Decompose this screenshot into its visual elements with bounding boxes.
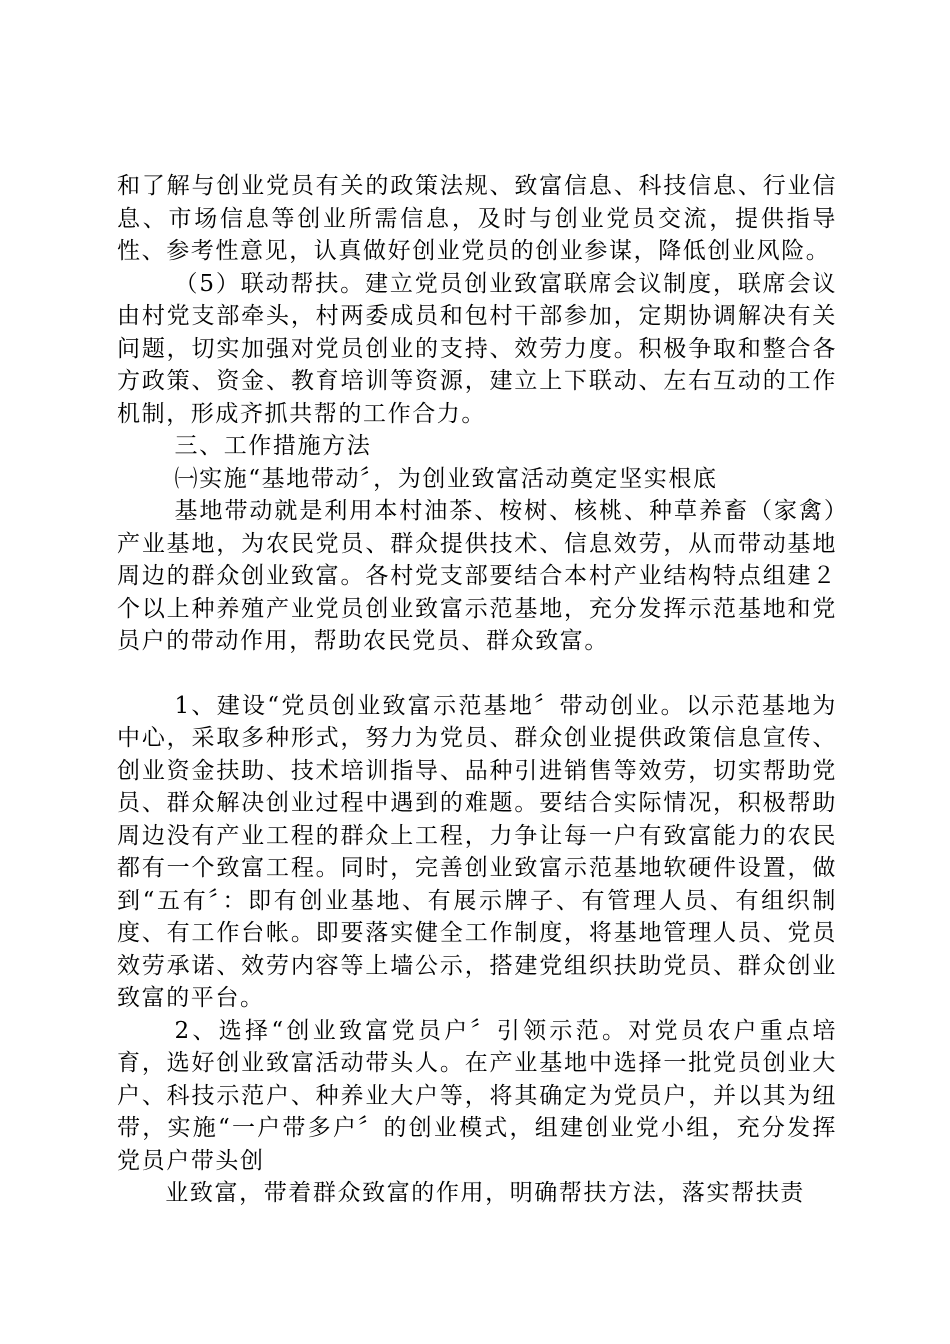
document-page [117, 170, 837, 1210]
paragraph-base-driven: 基地带动就是利用本村油茶、桉树、核桃、种草养畜（家禽）产业基地，为农民党员、群众提供技术、信息效劳，从而带动基地周边的群众创业致富。各村党支部要结合本村产业结构特点组建２个以上种养殖产业党员创业致富示范基地，充分发挥示范基地和党员户的带动作用，帮助农民党员、群众致富。 [117, 498, 837, 654]
paragraph-demo-base: 1、建设“党员创业致富示范基地〞带动创业。以示范基地为中心，采取多种形式，努力为党员、群众创业提供政策信息宣传、创业资金扶助、技术培训指导、品种引进销售等效劳，切实帮助党员、群众解决创业过程中遇到的难题。要结合实际情况，积极帮助周边没有产业工程的群众上工程，力争让每一户有致富能力的农民都有一个致富工程。同时，完善创业致富示范基地软硬件设置，做到“五有〞：即有创业基地、有展示牌子、有管理人员、有组织制度、有工作台帐。即要落实健全工作制度，将基地管理人员、党员效劳承诺、效劳内容等上墙公示，搭建党组织扶助党员、群众创业致富的平台。 [117, 692, 837, 1011]
paragraph-linked-assistance: （5）联动帮扶。建立党员创业致富联席会议制度，联席会议由村党支部牵头，村两委成员和包村干部参加，定期协调解决有关问题，切实加强对党员创业的支持、效劳力度。积极争取和整合各方政策、资金、教育培训等资源，建立上下联动、左右互动的工作机制，形成齐抓共帮的工作合力。 [117, 270, 837, 427]
paragraph-gap [117, 658, 837, 690]
paragraph-policy-info: 和了解与创业党员有关的政策法规、致富信息、科技信息、行业信息、市场信息等创业所需信息，及时与创业党员交流，提供指导性、参考性意见，认真做好创业党员的创业参谋，降低创业风险。 [117, 173, 837, 264]
subsection-heading-base-driven: ㈠实施“基地带动〞，为创业致富活动奠定坚实根底 [174, 465, 718, 492]
section-heading-work-measures: 三、工作措施方法 [174, 433, 372, 459]
paragraph-party-member-households: 2、选择“创业致富党员户〞引领示范。对党员农户重点培育，选好创业致富活动带头人。在产业基地中选择一批党员创业大户、科技示范户、种养业大户等，将其确定为党员户，并以其为纽带，实施“一户带多户〞的创业模式，组建创业党小组，充分发挥党员户带头创 [117, 1017, 837, 1174]
paragraph-continuation: 业致富，带着群众致富的作用，明确帮扶方法，落实帮扶责 [165, 1180, 805, 1206]
